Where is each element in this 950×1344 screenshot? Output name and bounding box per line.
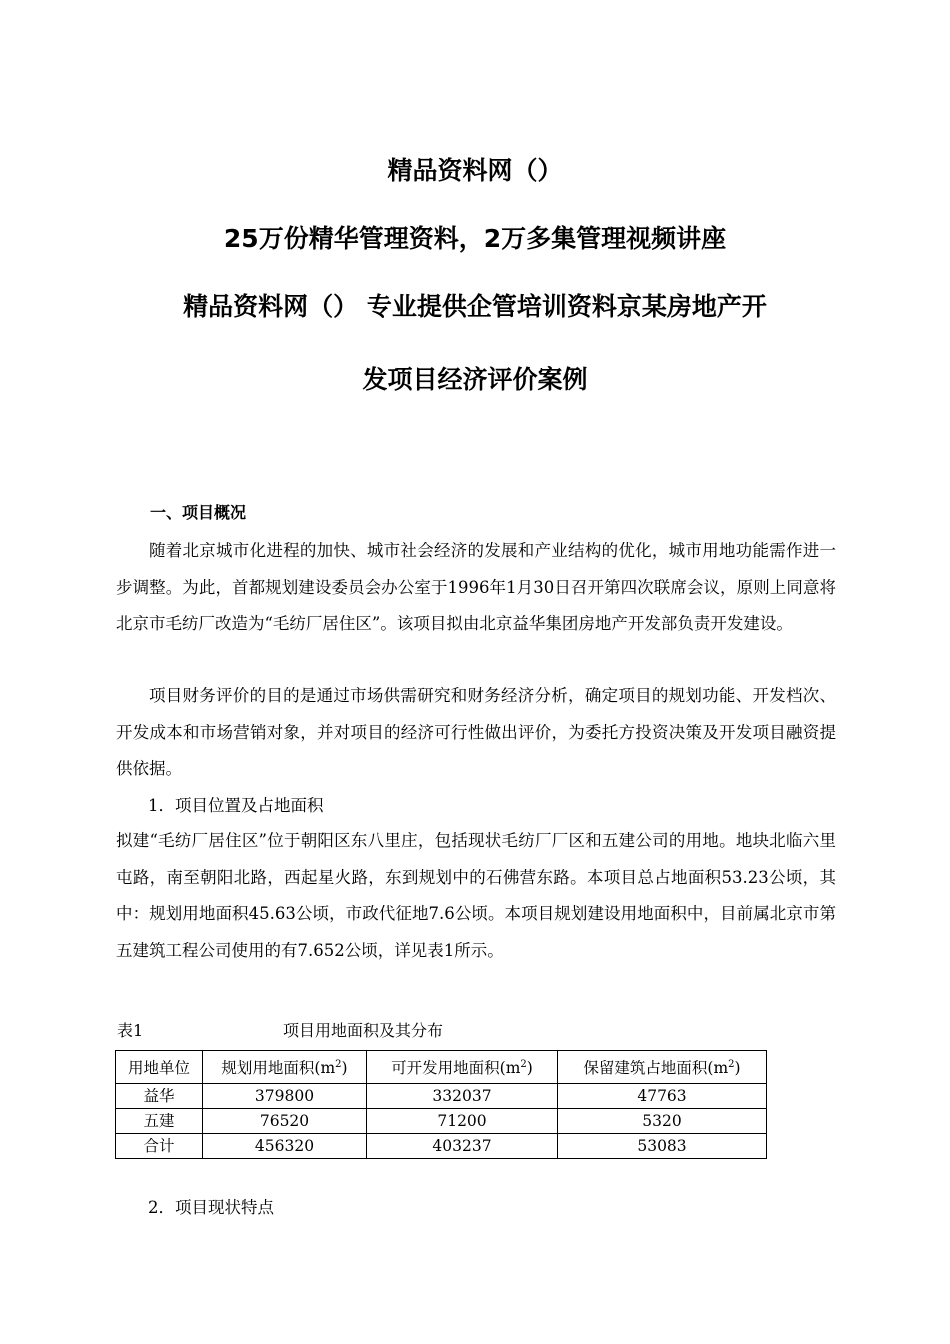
cell-developable: 332037 xyxy=(367,1084,558,1109)
cell-unit: 五建 xyxy=(116,1109,203,1134)
doc-title-line-4: 发项目经济评价案例 xyxy=(362,365,588,394)
doc-title-line-3: 精品资料网（） 专业提供企管培训资料京某房地产开 xyxy=(183,292,767,321)
cell-unit: 益华 xyxy=(116,1084,203,1109)
header-retained-area: 保留建筑占地面积$(m^2)$ xyxy=(558,1051,767,1084)
section-heading: 一、项目概况 xyxy=(150,503,247,522)
header-developable-area: 可开发用地面积$(m^2)$ xyxy=(367,1051,558,1084)
cell-retained: 5320 xyxy=(558,1109,767,1134)
cell-developable: 403237 xyxy=(367,1134,558,1159)
table-row xyxy=(116,1084,767,1109)
table-row-total xyxy=(116,1134,767,1159)
cell-unit: 合计 xyxy=(116,1134,203,1159)
doc-title-line-2: 25万份精华管理资料，2万多集管理视频讲座 xyxy=(223,224,727,253)
cell-planned: 379800 xyxy=(203,1084,367,1109)
paragraph-purpose: 项目财务评价的目的是通过市场供需研究和财务经济分析，确定项目的规划功能、开发档次、开发成本和市场营销对象，并对项目的经济可行性做出评价，为委托方投资决策及开发项目融资提供依据。 xyxy=(116,686,836,778)
cell-retained: 47763 xyxy=(558,1084,767,1109)
cell-retained: 53083 xyxy=(558,1134,767,1159)
table-title: 项目用地面积及其分布 xyxy=(283,1021,444,1040)
table-row xyxy=(116,1109,767,1134)
cell-developable: 71200 xyxy=(367,1109,558,1134)
subheading-current-status: 2．项目现状特点 xyxy=(148,1198,274,1217)
table-header-row xyxy=(116,1051,767,1084)
paragraph-background: 随着北京城市化进程的加快、城市社会经济的发展和产业结构的优化，城市用地功能需作进一步调整。为此，首都规划建设委员会办公室于1996年1月30日召开第四次联席会议，原则上同意将北京市毛纺厂改造为“毛纺厂居住区”。该项目拟由北京益华集团房地产开发部负责开发建设。 xyxy=(116,541,836,633)
cell-planned: 76520 xyxy=(203,1109,367,1134)
land-area-table xyxy=(115,1050,767,1159)
header-planned-area: 规划用地面积$(m^2)$ xyxy=(203,1051,367,1084)
header-unit: 用地单位 xyxy=(116,1051,203,1084)
table-label: 表1 xyxy=(117,1021,144,1040)
cell-planned: 456320 xyxy=(203,1134,367,1159)
doc-title-line-1: 精品资料网（） xyxy=(387,156,563,185)
paragraph-location: 拟建“毛纺厂居住区”位于朝阳区东八里庄，包括现状毛纺厂厂区和五建公司的用地。地块北临六里屯路，南至朝阳北路，西起星火路，东到规划中的石佛营东路。本项目总占地面积53.23公顷，其中：规划用地面积45.63公顷，市政代征地7.6公顷。本项目规划建设用地面积中，目前属北京市第五建筑工程公司使用的有7.652公顷，详见表1所示。 xyxy=(116,831,836,960)
subheading-location: 1．项目位置及占地面积 xyxy=(148,796,324,815)
